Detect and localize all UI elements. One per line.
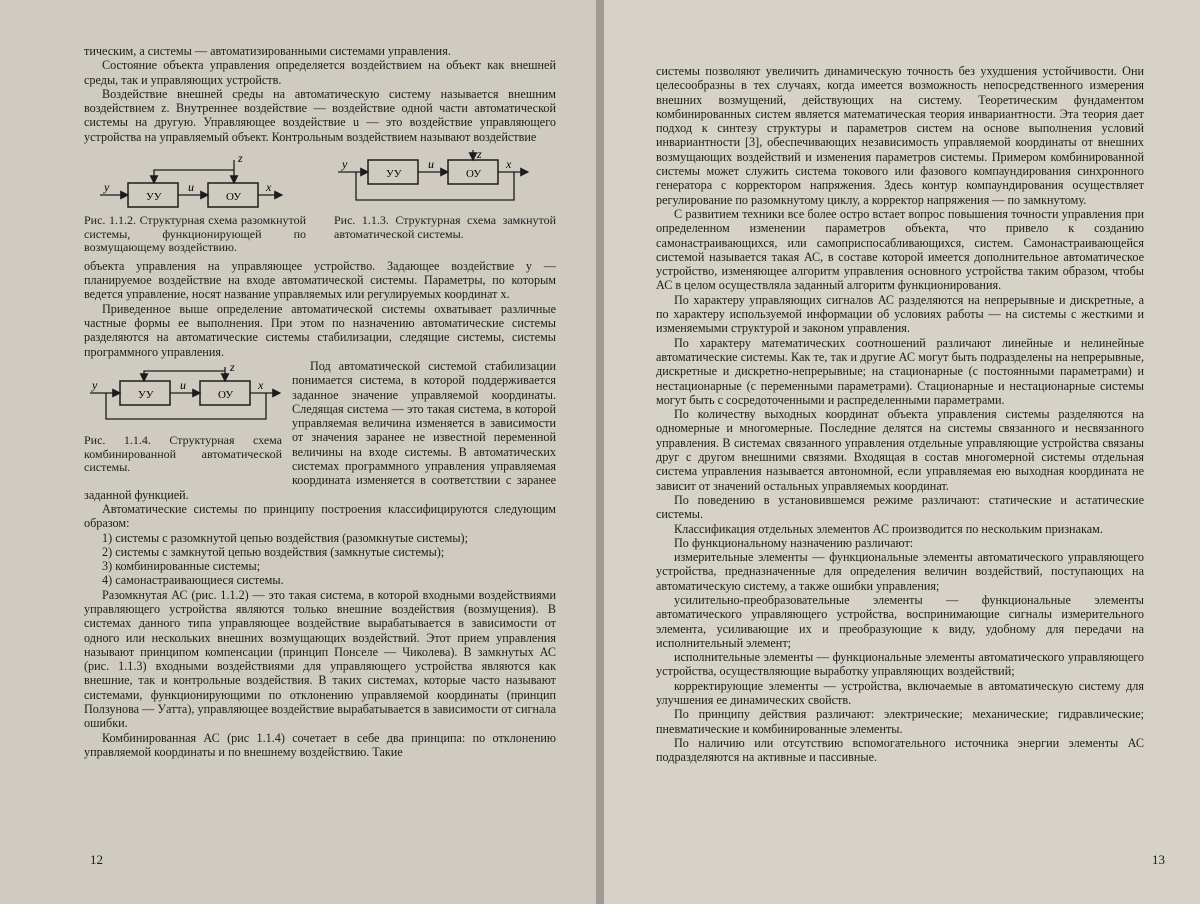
figure-1-1-2 <box>84 150 306 255</box>
disturbance-label: z <box>238 151 243 166</box>
paragraph: По характеру математических соотношений различают линейные и нелинейные автоматические системы. Как те, так и другие АС могут быть подразделены на непрерывные, дискретные и дискретно-непрерывные; на стационарные (с постоянными параметрами) и нестационарные (с переменными параметрами). Стационарные и нестационарные системы могут быть с сосредоточенными и распределенными параметрами. <box>656 335 1144 407</box>
list-item: 1) системы с разомкнутой цепью воздействия (разомкнутые системы); <box>102 530 468 545</box>
paragraph: По поведению в установившемся режиме различают: статические и астатические системы. <box>656 492 1144 522</box>
paragraph: Комбинированная АС (рис 1.1.4) сочетает в себе два принципа: по отклонению управляемой координаты и по внешнему воздействию. Такие <box>84 730 556 759</box>
output-label: x <box>258 377 264 392</box>
paragraph: измерительные элементы — функциональные элементы автоматического управляющего устройства, предназначенные для определения величин воздействий, поступающих на автоматическую систему, а также ошибки управления; <box>656 550 1144 593</box>
list-item: 4) самонастраивающиеся системы. <box>102 573 284 588</box>
controller-label: УУ <box>138 388 154 401</box>
paragraph: исполнительные элементы — функциональные элементы автоматического управляющего устройства, осуществляющие выработку управляющих воздействий; <box>656 650 1144 679</box>
paragraph: По наличию или отсутствию вспомогательного источника энергии элементы АС подразделяются на активные и пассивные. <box>656 735 1144 765</box>
classification-list <box>84 531 556 588</box>
object-label: ОУ <box>218 388 234 401</box>
paragraph: Автоматические системы по принципу построения классифицируются следующим образом: <box>84 501 556 531</box>
paragraph: По функциональному назначению различают: <box>674 535 914 550</box>
list-item: 2) системы с замкнутой цепью воздействия (замкнутые системы); <box>102 544 445 559</box>
paragraph: корректирующие элементы — устройства, включаемые в автоматическую систему для улучшения ее динамических свойств. <box>656 678 1144 708</box>
paragraph: Приведенное выше определение автоматической системы охватывает различные частные формы ее выполнения. При этом по назначению автоматические системы разделяются на автоматические системы стабилизации, следящие системы, системы программного управления. <box>84 301 556 359</box>
output-label: x <box>506 157 512 172</box>
control-label: u <box>428 157 434 172</box>
control-label: u <box>180 377 186 392</box>
controller-label: УУ <box>386 168 402 181</box>
input-label: y <box>92 377 98 392</box>
paragraph: Под автоматической системой стабилизации понимается система, в которой поддерживается заданное значение управляемой координаты. Следящая система — это такая система, в которой управляемая величина изменяется в зависимости от значения заранее не известной переменной величины на входе системы. В автоматических системах программного управления управляемая координата изменяется в соответствии с заранее заданной функцией. <box>84 358 556 502</box>
paragraph: Классификация отдельных элементов АС производится по нескольким признакам. <box>674 521 1103 536</box>
object-label: ОУ <box>226 191 242 204</box>
paragraph: По количеству выходных координат объекта управления системы разделяются на одномерные и многомерные. Последние делятся на системы связанного и несвязанного управления. В системах связанного управления отдельные управляющие устройства связаны друг с другом внешними связями. Входящая в состав многомерной системы отдельная система управления называется автономной, если управляемая ею выходная координата не зависит от значений остальных управляемых координат. <box>656 407 1144 493</box>
disturbance-label: z <box>230 362 235 374</box>
disturbance-label: z <box>477 150 482 162</box>
paragraph: Разомкнутая АС (рис. 1.1.2) — это такая система, в которой входными воздействиями управляющего устройства являются только внешние воздействия (возмущения). В системах данного типа управляющее воздействие вырабатывается в зависимости от одного или нескольких внешних возмущающих воздействий. Этот прием управления называют принципом компенсации (принцип Понселе — Чиколева). В замкнутых АС (рис. 1.1.3) входными воздействиями для управляющего устройства являются как внешние, так и контрольные воздействия. В таких системах, которые часто называют системами, функционирующими по отклонению управляемой координаты (принцип Ползунова — Уатта), управляющее воздействие вырабатывается в зависимости от сигнала ошибки. <box>84 587 556 731</box>
open-loop-diagram <box>84 150 284 212</box>
input-label: y <box>342 157 348 172</box>
figure-1-1-4 <box>84 363 282 475</box>
paragraph: системы позволяют увеличить динамическую точность без ухудшения устойчивости. Они целесообразны в тех случаях, когда имеется возможность непосредственного измерения внешних возмущений, действующих на систему. Теоретическим фундаментом комбинированных систем является математическая теория инвариантности. Эта теория дает подход к синтезу структуры и параметров систем на основе выполнения условий инвариантности [3], обеспечивающих независимость управляемой координаты от внешних возмущающих воздействий и изменения параметров системы. Примером комбинированной системы может служить система токового или фазового компаундирования синхронного генератора с корректором напряжения. Здесь контур компаундирования осуществляет регулирование по разомкнутому циклу, а корректор напряжения — по замкнутому. <box>656 64 1144 207</box>
output-label: x <box>266 180 272 195</box>
figure-caption: Рис. 1.1.2. Структурная схема разомкнутой системы, функционирующей по возмущающему воздействию. <box>84 213 306 255</box>
paragraph: Состояние объекта управления определяется воздействием на объект как внешней среды, так и управляющих устройств. <box>84 58 556 87</box>
figure-caption: Рис. 1.1.4. Структурная схема комбинированной автоматической системы. <box>84 432 282 475</box>
control-label: u <box>188 180 194 195</box>
input-label: y <box>104 180 110 195</box>
controller-label: УУ <box>146 191 162 204</box>
figure-row <box>84 150 556 255</box>
paragraph: тическим, а системы — автоматизированными системами управления. <box>84 44 451 58</box>
paragraph: Воздействие внешней среды на автоматическую систему называется внешним воздействием z. Внутреннее воздействие — воздействие одной части автоматической системы на другую. Управляющее воздействие u — это воздействие управляющего устройства на управляемый объект. Контрольным воздействием называют воздействие <box>84 86 556 144</box>
right-page <box>604 0 1200 904</box>
paragraph: С развитием техники все более остро встает вопрос повышения точности управления при определенном изменении параметров объекта, что привело к созданию самонастраивающихся, или самоприспосабливающихся, систем. Самонастраивающейся системой называется такая АС, в составе которой имеется дополнительное автоматическое устройство, изменяющее алгоритм управления основного устройства таким образом, чтобы АС в целом осуществляла заданный алгоритм функционирования. <box>656 206 1144 293</box>
object-label: ОУ <box>466 168 482 181</box>
figure-caption: Рис. 1.1.3. Структурная схема замкнутой автоматической системы. <box>334 213 556 241</box>
paragraph: По принципу действия различают: электрические; механические; гидравлические; пневматические и комбинированные элементы. <box>656 707 1144 736</box>
left-page <box>0 0 596 904</box>
paragraph: усилительно-преобразовательные элементы — функциональные элементы автоматического управляющего устройства, воспринимающие сигналы измерительного элемента, усиливающие их и преобразующие к виду, удобному для передачи на исполнительный элемент; <box>656 592 1144 650</box>
list-item: 3) комбинированные системы; <box>102 559 261 574</box>
paragraph: объекта управления на управляющее устройство. Задающее воздействие y — планируемое воздействие на входе автоматической системы. Параметры, по которым ведется управление, носят название управляемых или регулируемых координат x. <box>84 258 556 302</box>
combined-diagram <box>84 363 282 427</box>
page-number-left: 12 <box>90 852 103 867</box>
closed-loop-diagram <box>334 150 534 212</box>
gutter <box>596 0 604 904</box>
figure-1-1-3 <box>334 150 556 255</box>
paragraph: По характеру управляющих сигналов АС разделяются на непрерывные и дискретные, а по характеру используемой информации об условиях работы — на системы с жесткими и изменяемыми структурой и законом управления. <box>656 292 1144 336</box>
page-number-right: 13 <box>1152 852 1165 867</box>
